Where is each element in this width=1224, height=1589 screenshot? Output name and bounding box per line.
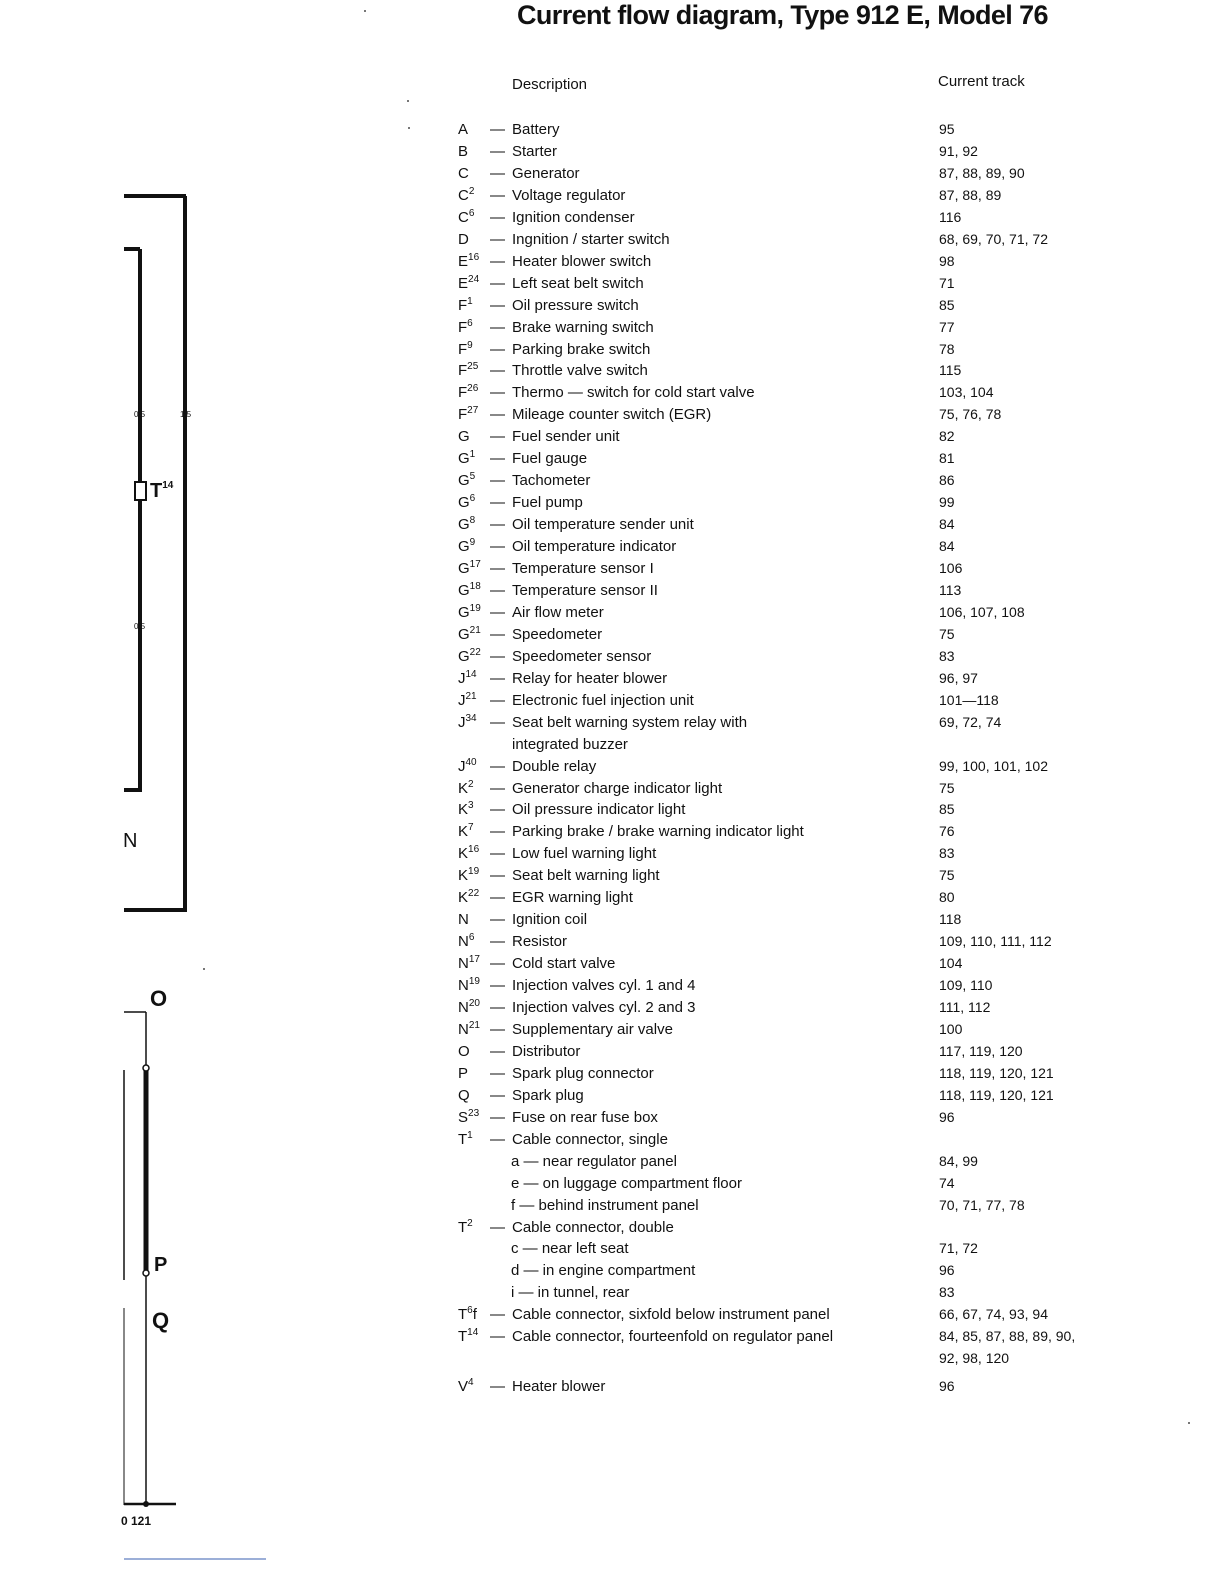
wire-size-label: 0,5: [134, 410, 146, 419]
component-code: $T^6f$: [458, 1305, 477, 1324]
separator-dash: —: [490, 230, 505, 248]
current-track-value: 86: [939, 472, 955, 489]
current-track-value: 66, 67, 74, 93, 94: [939, 1306, 1048, 1323]
component-description: Oil temperature indicator: [512, 538, 677, 556]
component-description: Temperature sensor II: [512, 581, 658, 599]
separator-dash: —: [490, 889, 505, 907]
separator-dash: —: [490, 1108, 505, 1126]
separator-dash: —: [490, 647, 505, 665]
component-description: Generator: [512, 164, 580, 182]
component-code: $J^{14}$: [458, 668, 477, 687]
separator-dash: —: [490, 450, 505, 468]
legend-row: [0, 670, 1224, 692]
separator-dash: —: [490, 318, 505, 336]
legend-row: [0, 1378, 1224, 1400]
component-code: $E^{24}$: [458, 273, 480, 292]
current-track-value: 96, 97: [939, 669, 978, 686]
legend-row: [0, 319, 1224, 341]
separator-dash: —: [490, 581, 505, 599]
separator-dash: —: [490, 933, 505, 951]
legend-row: [0, 187, 1224, 209]
component-description: Brake warning switch: [512, 318, 654, 336]
legend-row: [0, 1021, 1224, 1043]
separator-dash: —: [490, 911, 505, 929]
component-description: Left seat belt switch: [512, 274, 644, 292]
component-description: Air flow meter: [512, 603, 604, 621]
current-track-value: 113: [939, 581, 962, 598]
legend-row: [0, 1306, 1224, 1328]
component-description: Temperature sensor I: [512, 560, 654, 577]
component-description: Throttle valve switch: [512, 362, 648, 380]
current-track-value: 92, 98, 120: [939, 1350, 1010, 1367]
component-code: $G^{18}$: [458, 580, 481, 599]
separator-dash: —: [490, 560, 505, 577]
current-track-value: 96: [939, 1378, 955, 1395]
legend-row: [0, 823, 1224, 845]
component-description: Parking brake switch: [512, 340, 651, 358]
component-code: $S^{23}$: [458, 1107, 480, 1126]
current-track-value: 118, 119, 120, 121: [939, 1086, 1054, 1103]
label-o: O: [150, 986, 168, 1011]
separator-dash: —: [490, 472, 505, 490]
component-description: EGR warning light: [512, 889, 633, 907]
legend-row: [0, 977, 1224, 999]
separator-dash: —: [490, 164, 505, 182]
component-code: $F^{27}$: [458, 405, 479, 424]
current-track-value: 117, 119, 120: [939, 1042, 1023, 1059]
component-code: B: [458, 142, 469, 160]
component-description: i — in tunnel, rear: [511, 1284, 630, 1302]
current-track-value: 99: [939, 494, 955, 511]
component-code: $G^6$: [458, 493, 476, 512]
current-track-value: 74: [939, 1174, 955, 1191]
component-code: $T^2$: [458, 1217, 473, 1236]
legend-row: [0, 165, 1224, 187]
component-description: Seat belt warning system relay with: [512, 713, 748, 731]
legend-row: [0, 538, 1224, 560]
current-track-value: 118: [939, 911, 962, 928]
separator-dash: —: [490, 1218, 505, 1236]
component-description: Spark plug connector: [512, 1064, 654, 1082]
separator-dash: —: [490, 362, 505, 380]
component-description: Fuel gauge: [512, 450, 588, 468]
separator-dash: —: [490, 406, 505, 424]
separator-dash: —: [490, 121, 505, 138]
current-track-value: 95: [939, 121, 955, 137]
component-description: Ingnition / starter switch: [512, 230, 670, 248]
separator-dash: —: [490, 1378, 505, 1396]
current-track-value: 77: [939, 318, 955, 335]
component-description: Heater blower: [512, 1378, 606, 1396]
component-description: Fuel pump: [512, 494, 583, 512]
legend-row: [0, 472, 1224, 494]
current-track-value: 100: [939, 1020, 963, 1037]
separator-dash: —: [490, 384, 505, 402]
component-description: c — near left seat: [511, 1240, 629, 1258]
component-description: Spark plug: [512, 1086, 584, 1104]
legend-row: [0, 253, 1224, 275]
separator-dash: —: [490, 955, 505, 973]
separator-dash: —: [490, 625, 505, 643]
legend-row: [0, 758, 1224, 780]
component-description: Speedometer sensor: [512, 647, 652, 665]
current-track-value: 104: [939, 955, 963, 972]
current-track-value: 71, 72: [939, 1240, 978, 1257]
component-description: Heater blower switch: [512, 252, 652, 270]
legend-row: [0, 297, 1224, 319]
component-code: P: [458, 1064, 469, 1082]
separator-dash: —: [490, 713, 505, 731]
current-track-value: 103, 104: [939, 384, 994, 401]
component-description: Mileage counter switch (EGR): [512, 406, 712, 424]
legend-row: [0, 582, 1224, 604]
legend-row: [0, 1328, 1224, 1350]
current-track-value: 75: [939, 779, 955, 796]
component-description: Electronic fuel injection unit: [512, 691, 694, 709]
component-code: $N^{20}$: [458, 998, 480, 1016]
current-track-value: 87, 88, 89, 90: [939, 164, 1025, 181]
separator-dash: —: [490, 1086, 505, 1104]
current-track-value: 106, 107, 108: [939, 603, 1025, 620]
current-track-value: 87, 88, 89: [939, 186, 1002, 203]
legend-row: [0, 648, 1224, 670]
current-track-value: 91, 92: [939, 142, 978, 159]
legend-row: [0, 845, 1224, 867]
component-code: C: [458, 164, 469, 182]
component-code: $V^4$: [458, 1377, 474, 1396]
separator-dash: —: [490, 603, 505, 621]
component-description: f — behind instrument panel: [511, 1196, 699, 1214]
component-description: Ignition coil: [512, 911, 588, 929]
component-description: Oil pressure indicator light: [512, 801, 686, 819]
component-code: $N^6$: [458, 932, 475, 951]
component-description: Cable connector, double: [512, 1218, 674, 1236]
current-track-value: 69, 72, 74: [939, 713, 1002, 730]
component-description: Cable connector, sixfold below instrument panel: [512, 1306, 830, 1324]
legend-row: [0, 362, 1224, 384]
component-code: $G^{21}$: [458, 624, 481, 643]
component-code: $K^{22}$: [458, 888, 480, 907]
separator-dash: —: [490, 208, 505, 226]
component-description: Thermo — switch for cold start valve: [512, 384, 755, 402]
component-code: $F^{25}$: [458, 361, 479, 380]
component-description: d — in engine compartment: [511, 1262, 696, 1280]
component-code: $J^{21}$: [458, 690, 477, 709]
current-track-value: 76: [939, 823, 955, 840]
t14-label: $T^{14}$: [150, 480, 174, 502]
component-code: $N^{19}$: [458, 976, 480, 995]
legend-row: [0, 933, 1224, 955]
component-code: N: [458, 911, 469, 929]
legend-row: [0, 604, 1224, 626]
current-track-value: 106: [939, 560, 963, 576]
separator-dash: —: [490, 823, 505, 841]
component-code: $K^7$: [458, 822, 474, 841]
current-track-header: Current track: [938, 73, 1025, 90]
current-track-value: 83: [939, 647, 955, 664]
component-description: Relay for heater blower: [512, 669, 668, 687]
legend-row: [0, 999, 1224, 1021]
component-code: O: [458, 1042, 470, 1060]
current-track-value: 109, 110, 111, 112: [939, 933, 1052, 950]
separator-dash: —: [490, 867, 505, 885]
separator-dash: —: [490, 516, 505, 534]
component-code: $N^{17}$: [458, 954, 480, 973]
current-track-value: 84: [939, 538, 955, 555]
current-track-value: 82: [939, 428, 955, 445]
label-q: Q: [152, 1308, 170, 1333]
component-description: Double relay: [512, 757, 597, 775]
legend-row: [0, 1240, 1224, 1262]
component-code: G: [458, 428, 470, 446]
current-track-value: 71: [939, 274, 955, 291]
component-description: Cable connector, single: [512, 1130, 668, 1148]
legend-row: [0, 275, 1224, 297]
wire-size-label: 0,5: [134, 622, 146, 631]
component-code: $J^{40}$: [458, 756, 477, 775]
separator-dash: —: [490, 845, 505, 863]
legend-row: [0, 692, 1224, 714]
legend-row: [0, 428, 1224, 450]
current-track-value: 83: [939, 845, 955, 862]
current-track-value: 84, 99: [939, 1152, 978, 1169]
track-number: 0 121: [121, 1514, 152, 1528]
legend-row: [0, 801, 1224, 823]
separator-dash: —: [490, 252, 505, 270]
current-track-value: 84, 85, 87, 88, 89, 90,: [939, 1328, 1076, 1345]
current-track-value: 111, 112: [939, 999, 991, 1015]
legend-row: [0, 1043, 1224, 1065]
separator-dash: —: [490, 779, 505, 797]
legend-row: [0, 494, 1224, 516]
component-code: $G^{17}$: [458, 559, 481, 577]
legend-row: [0, 231, 1224, 253]
current-track-value: 75: [939, 867, 955, 884]
separator-dash: —: [490, 186, 505, 204]
component-code: D: [458, 230, 469, 248]
current-track-value: 85: [939, 801, 955, 818]
separator-dash: —: [490, 1042, 505, 1060]
component-code: $T^1$: [458, 1129, 473, 1148]
current-track-value: 80: [939, 889, 955, 906]
separator-dash: —: [490, 1020, 505, 1038]
legend-row: [0, 626, 1224, 648]
component-code: $C^2$: [458, 185, 475, 204]
component-description: Supplementary air valve: [512, 1020, 673, 1038]
component-description: Injection valves cyl. 1 and 4: [512, 977, 696, 995]
component-description: Ignition condenser: [512, 208, 635, 226]
component-code: $F^6$: [458, 317, 473, 336]
legend-row: [0, 1065, 1224, 1087]
component-description: Fuel sender unit: [512, 428, 620, 446]
legend-row: [0, 1175, 1224, 1197]
component-description: Starter: [512, 142, 558, 160]
component-code: $F^1$: [458, 295, 473, 314]
current-track-value: 99, 100, 101, 102: [939, 757, 1048, 774]
component-code: $G^{19}$: [458, 602, 481, 621]
legend-row: [0, 1284, 1224, 1306]
legend-row: [0, 121, 1224, 143]
component-description: Battery: [512, 121, 560, 138]
separator-dash: —: [490, 801, 505, 819]
component-code: $K^{19}$: [458, 866, 480, 885]
legend-row: [0, 341, 1224, 363]
separator-dash: —: [490, 340, 505, 358]
component-description: Oil pressure switch: [512, 296, 639, 314]
legend-row: [0, 1350, 1224, 1372]
separator-dash: —: [490, 669, 505, 687]
component-description: integrated buzzer: [512, 735, 628, 753]
legend-row: [0, 1197, 1224, 1219]
component-code: $T^{14}$: [458, 1327, 479, 1346]
component-code: $G^{22}$: [458, 646, 481, 665]
current-track-value: 118, 119, 120, 121: [939, 1064, 1054, 1081]
separator-dash: —: [490, 999, 505, 1016]
component-code: $C^6$: [458, 207, 475, 226]
current-track-value: 68, 69, 70, 71, 72: [939, 230, 1048, 247]
component-description: Generator charge indicator light: [512, 779, 723, 797]
legend-row: [0, 1262, 1224, 1284]
legend-row: [0, 209, 1224, 231]
legend-row: [0, 1109, 1224, 1131]
current-track-value: 75, 76, 78: [939, 406, 1002, 423]
current-track-value: 96: [939, 1108, 955, 1125]
component-description: a — near regulator panel: [511, 1152, 677, 1170]
legend-row: [0, 450, 1224, 472]
legend-row: [0, 1087, 1224, 1109]
separator-dash: —: [490, 757, 505, 775]
legend-row: [0, 1219, 1224, 1241]
current-track-value: 101—118: [939, 691, 999, 708]
component-code: $F^{26}$: [458, 383, 479, 402]
wire-size-label: 1,5: [180, 410, 192, 419]
label-p: P: [154, 1254, 168, 1276]
component-code: $F^9$: [458, 339, 473, 358]
separator-dash: —: [490, 142, 505, 160]
component-code: $G^9$: [458, 537, 476, 556]
component-description: Low fuel warning light: [512, 845, 657, 863]
legend-row: [0, 955, 1224, 977]
separator-dash: —: [490, 1328, 505, 1346]
component-description: Voltage regulator: [512, 186, 626, 204]
current-track-value: 83: [939, 1284, 955, 1301]
current-track-value: 115: [939, 362, 962, 379]
separator-dash: —: [490, 494, 505, 512]
current-track-value: 84: [939, 516, 955, 533]
component-code: $K^2$: [458, 778, 474, 797]
component-description: e — on luggage compartment floor: [511, 1174, 742, 1192]
component-code: $N^{21}$: [458, 1019, 480, 1038]
component-description: Distributor: [512, 1042, 581, 1060]
current-track-value: 78: [939, 340, 955, 357]
component-description: Oil temperature sender unit: [512, 516, 694, 534]
component-code: Q: [458, 1086, 470, 1104]
legend-row: [0, 1153, 1224, 1175]
legend-row: [0, 911, 1224, 933]
page-title: Current flow diagram, Type 912 E, Model 76: [517, 0, 1048, 30]
component-description: Cable connector, fourteenfold on regulator panel: [512, 1328, 834, 1346]
separator-dash: —: [490, 428, 505, 446]
legend-row: [0, 516, 1224, 538]
component-code: $K^{16}$: [458, 844, 480, 863]
component-code: $G^1$: [458, 449, 476, 468]
current-track-value: 98: [939, 252, 955, 269]
separator-dash: —: [490, 1130, 505, 1148]
legend-row: [0, 1131, 1224, 1153]
component-code: $K^3$: [458, 800, 474, 819]
separator-dash: —: [490, 1064, 505, 1082]
separator-dash: —: [490, 274, 505, 292]
legend-row: [0, 143, 1224, 165]
separator-dash: —: [490, 691, 505, 709]
legend-row: [0, 867, 1224, 889]
component-description: Fuse on rear fuse box: [512, 1108, 658, 1126]
label-n: N: [123, 830, 138, 852]
component-description: Speedometer: [512, 625, 603, 643]
component-description: Parking brake / brake warning indicator light: [512, 823, 804, 841]
description-header: Description: [512, 76, 588, 93]
component-code: A: [458, 121, 469, 138]
legend-row: [0, 406, 1224, 428]
current-track-value: 109, 110: [939, 977, 993, 994]
component-code: $G^8$: [458, 515, 476, 534]
component-code: $E^{16}$: [458, 251, 480, 270]
component-description: Resistor: [512, 933, 568, 951]
separator-dash: —: [490, 296, 505, 314]
component-code: $J^{34}$: [458, 712, 477, 731]
legend-row: [0, 736, 1224, 758]
current-track-value: 75: [939, 625, 955, 642]
legend-row: [0, 384, 1224, 406]
component-description: Tachometer: [512, 472, 591, 490]
component-description: Cold start valve: [512, 955, 616, 973]
current-track-value: 70, 71, 77, 78: [939, 1196, 1025, 1213]
separator-dash: —: [490, 1306, 505, 1324]
separator-dash: —: [490, 977, 505, 995]
current-track-value: 116: [939, 208, 962, 225]
current-track-value: 81: [939, 450, 955, 467]
legend-row: [0, 889, 1224, 911]
legend-row: [0, 780, 1224, 802]
current-track-value: 85: [939, 296, 955, 313]
component-code: $G^5$: [458, 471, 476, 490]
legend-row: [0, 714, 1224, 736]
legend-row: [0, 560, 1224, 582]
component-description: Injection valves cyl. 2 and 3: [512, 999, 696, 1016]
current-track-value: 96: [939, 1262, 955, 1279]
component-description: Seat belt warning light: [512, 867, 660, 885]
separator-dash: —: [490, 538, 505, 556]
